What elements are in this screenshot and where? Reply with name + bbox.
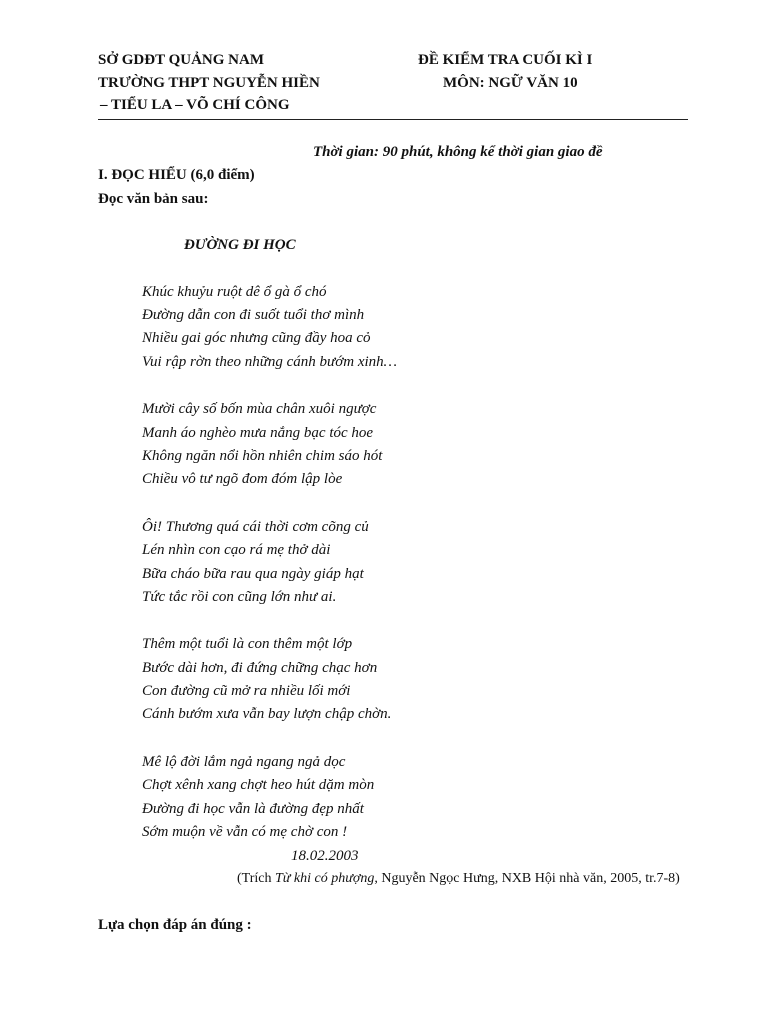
- poem-line: Thêm một tuổi là con thêm một lớp: [142, 636, 353, 652]
- poem-line: Mười cây số bốn mùa chân xuôi ngược: [142, 401, 377, 417]
- department-name: SỞ GDĐT QUẢNG NAM: [98, 52, 264, 68]
- poem-line: Bữa cháo bữa rau qua ngày giáp hạt: [142, 566, 364, 582]
- section-title: I. ĐỌC HIỂU (6,0 điểm): [98, 167, 255, 183]
- time-note: Thời gian: 90 phút, không kể thời gian giao đề: [313, 144, 603, 160]
- citation-prefix: (Trích: [237, 871, 275, 886]
- citation-book: Từ khi có phượng: [275, 871, 375, 886]
- question-prompt: Lựa chọn đáp án đúng :: [98, 917, 252, 933]
- poem-line: Không ngăn nổi hồn nhiên chim sáo hót: [142, 448, 383, 464]
- poem-line: Cánh bướm xưa vẫn bay lượn chập chờn.: [142, 706, 392, 722]
- poem-date: 18.02.2003: [291, 848, 359, 864]
- poem-line: Bước dài hơn, đi đứng chững chạc hơn: [142, 660, 378, 676]
- poem-line: Manh áo nghèo mưa nắng bạc tóc hoe: [142, 425, 374, 441]
- poem-line: Vui rập rờn theo những cánh bướm xinh…: [142, 354, 397, 370]
- school-branches: – TIỂU LA – VÕ CHÍ CÔNG: [100, 97, 290, 113]
- header-divider: [98, 119, 688, 120]
- poem-line: Khúc khuỷu ruột dê ổ gà ổ chó: [142, 284, 327, 300]
- poem-line: Đường dẫn con đi suốt tuổi thơ mình: [142, 307, 365, 323]
- poem-title: ĐƯỜNG ĐI HỌC: [184, 237, 296, 253]
- citation: [237, 871, 680, 887]
- exam-subject: MÔN: NGỮ VĂN 10: [443, 75, 578, 91]
- poem-line: Sớm muộn về vẫn có mẹ chờ con !: [142, 824, 348, 840]
- poem-line: Mê lộ đời lắm ngả ngang ngả dọc: [142, 754, 346, 770]
- citation-suffix: , Nguyễn Ngọc Hưng, NXB Hội nhà văn, 2005, tr.7-8): [374, 871, 680, 886]
- poem-line: Chợt xênh xang chợt heo hút dặm mòn: [142, 777, 375, 793]
- poem-line: Ôi! Thương quá cái thời cơm cõng củ: [142, 519, 369, 535]
- poem-line: Con đường cũ mở ra nhiều lối mới: [142, 683, 351, 699]
- poem-line: Đường đi học vẫn là đường đẹp nhất: [142, 801, 364, 817]
- school-name: TRƯỜNG THPT NGUYỄN HIỀN: [98, 75, 320, 91]
- exam-title: ĐỀ KIỂM TRA CUỐI KÌ I: [418, 52, 593, 68]
- poem-line: Chiều vô tư ngõ đom đóm lập lòe: [142, 471, 343, 487]
- poem-line: Lén nhìn con cạo rá mẹ thở dài: [142, 542, 331, 558]
- poem-line: Nhiều gai góc nhưng cũng đầy hoa cỏ: [142, 330, 371, 346]
- reading-instruction: Đọc văn bản sau:: [98, 191, 209, 207]
- poem-line: Tức tắc rồi con cũng lớn như ai.: [142, 589, 337, 605]
